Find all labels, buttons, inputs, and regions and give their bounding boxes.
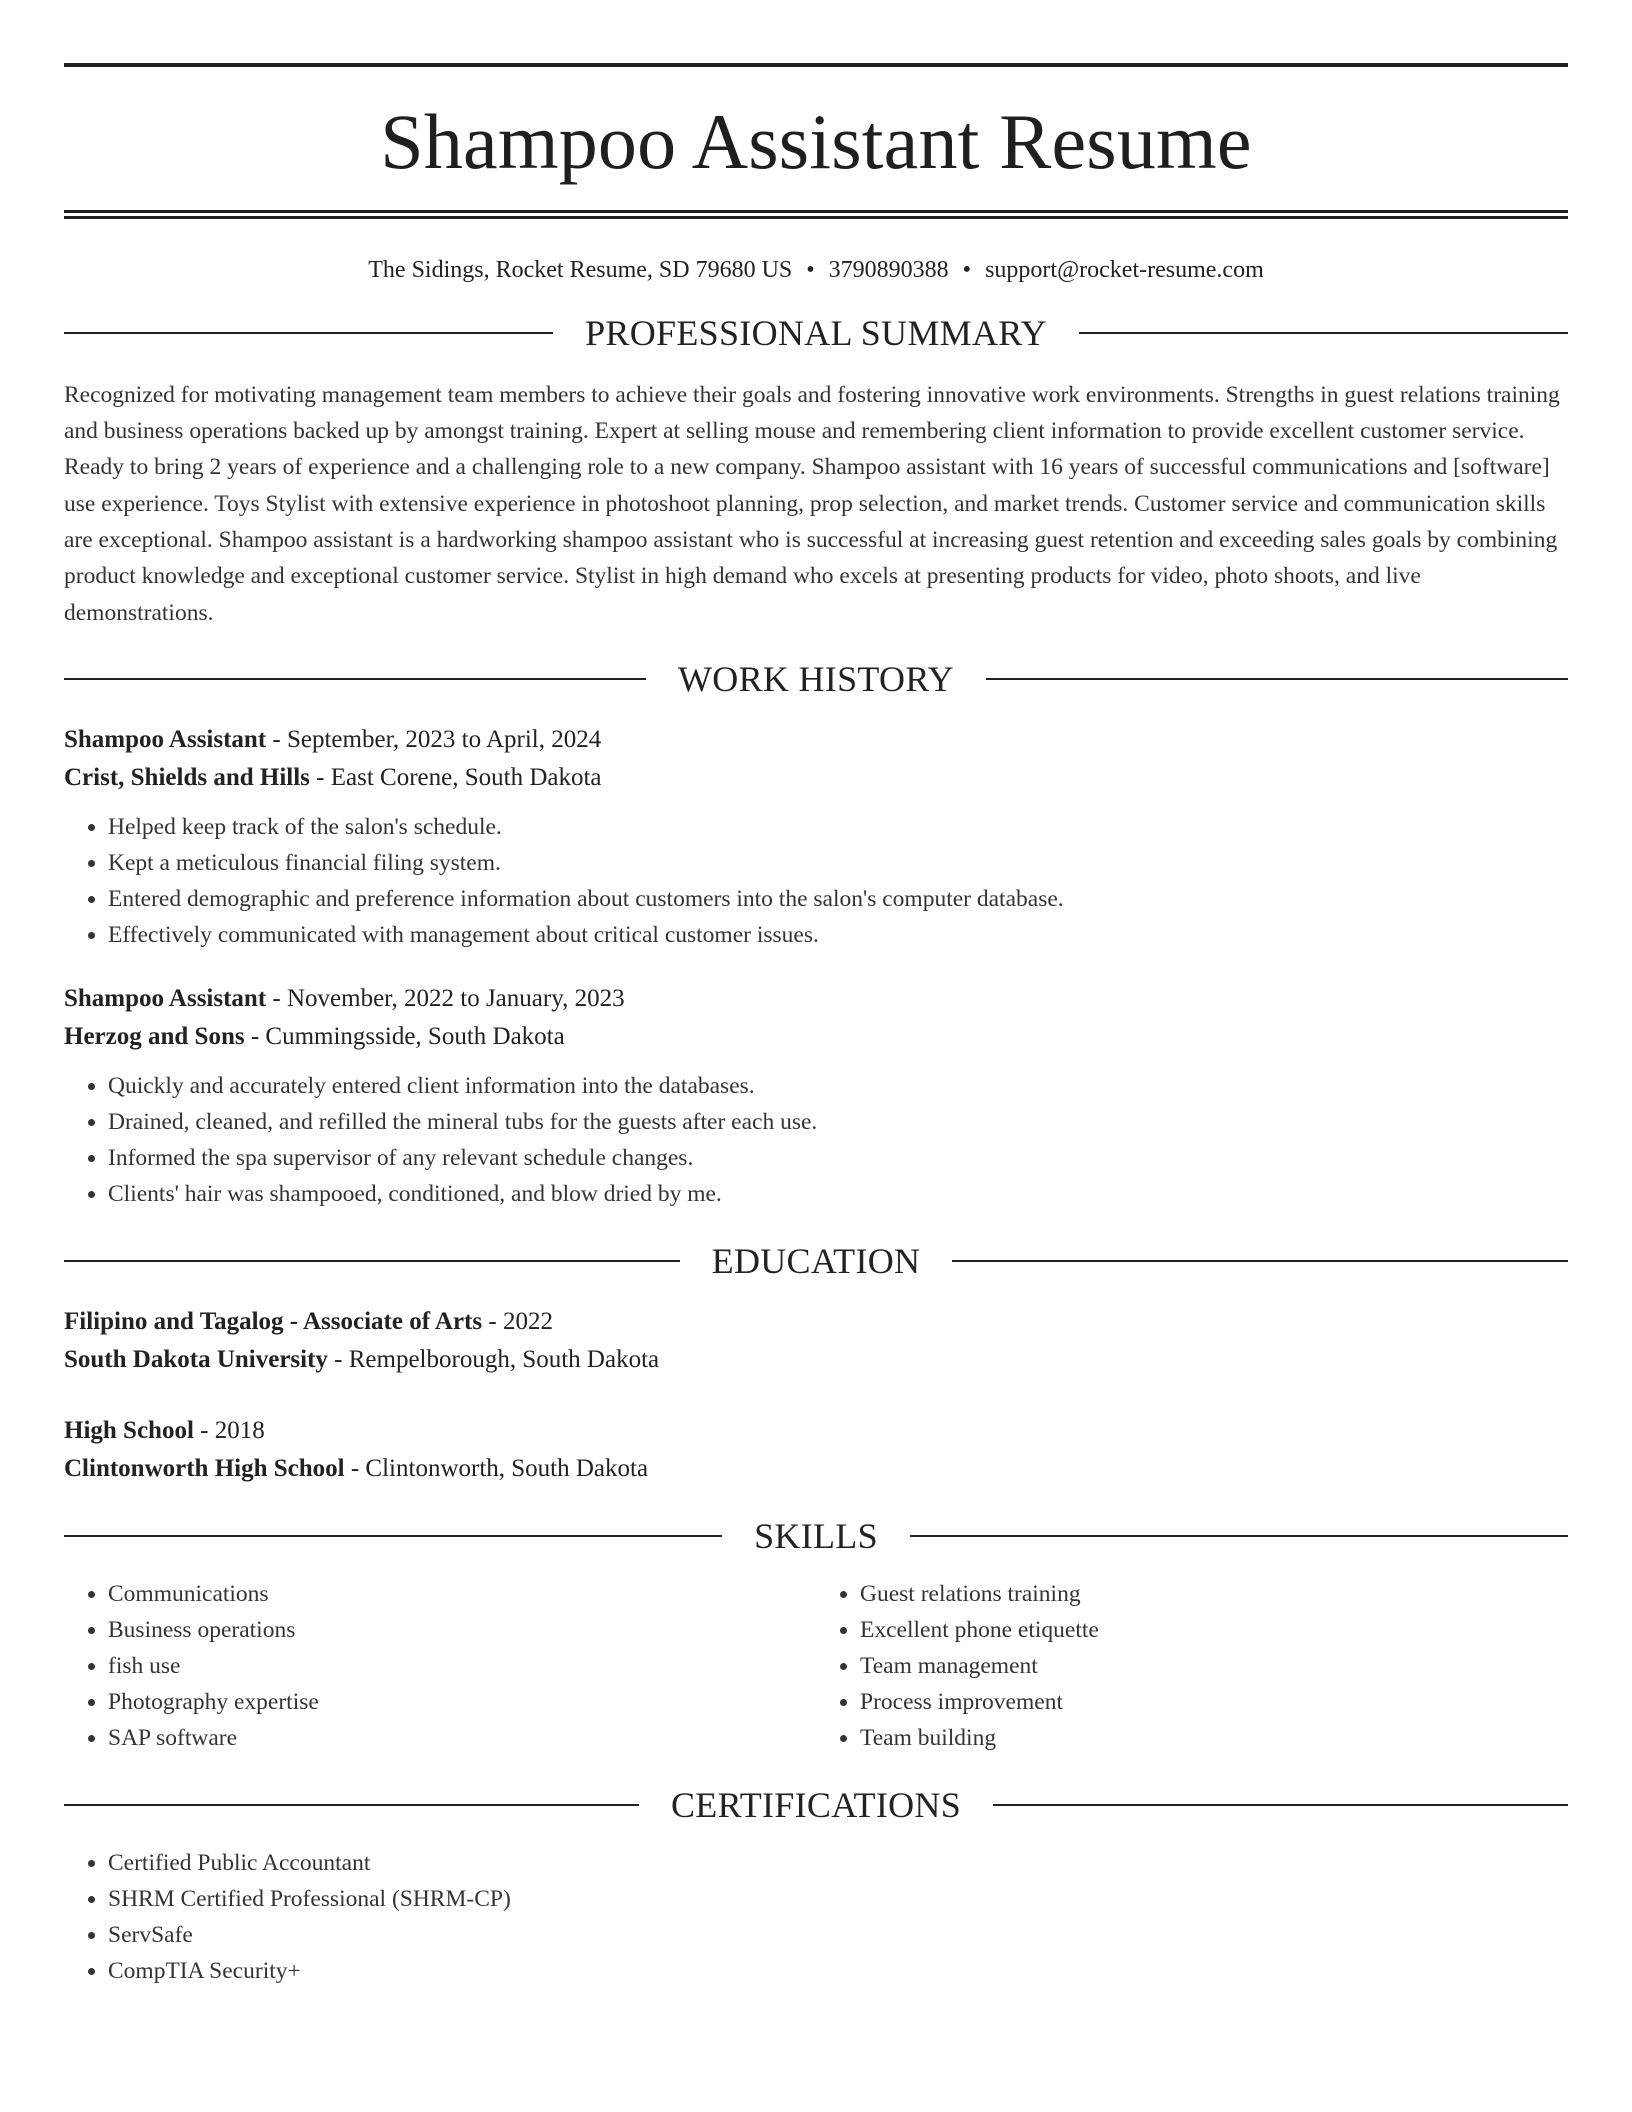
certifications-section-heading <box>64 1784 1568 1825</box>
job-location: - East Corene, South Dakota <box>309 763 602 791</box>
education-entry <box>64 1303 1568 1379</box>
summary-paragraph: Recognized for motivating management team members to achieve their goals and fostering innovative work environments. Strengths in guest relations training and business operations backed up by amongst training. Expert at selling mouse and remembering client information to provide excellent customer service. Ready to bring 2 years of experience and a challenging role to a new company. Shampoo assistant with 16 years of successful communications and [software] use experience. Toys Stylist with extensive experience in photoshoot planning, prop selection, and market trends. Customer service and communication skills are exceptional. Shampoo assistant is a hardworking shampoo assistant who is successful at increasing guest retention and exceeding sales goals by combining product knowledge and exceptional customer service. Stylist in high demand who excels at presenting products for video, photo shoots, and live demonstrations. <box>64 381 1560 626</box>
list-item: • Effectively communicated with management about critical customer issues. <box>108 917 1568 953</box>
contact-address: The Sidings, Rocket Resume, SD 79680 US <box>368 257 793 283</box>
education-year: - 2018 <box>193 1416 265 1444</box>
education-school-row <box>64 1450 1568 1488</box>
job-bullets <box>64 1068 1568 1213</box>
job-dates: - November, 2022 to January, 2023 <box>266 984 625 1012</box>
education-year: - 2022 <box>482 1307 553 1335</box>
heading-rule-right <box>1079 332 1568 334</box>
education-degree-row <box>64 1412 1568 1450</box>
section-title: WORK HISTORY <box>678 658 954 699</box>
heading-rule-right <box>910 1535 1568 1537</box>
skill-item: • fish use <box>108 1648 816 1684</box>
education-degree: Filipino and Tagalog - Associate of Arts <box>64 1307 483 1335</box>
certification-item: • ServSafe <box>108 1917 1568 1953</box>
job-role: Shampoo Assistant <box>64 984 267 1012</box>
heading-rule-left <box>64 1804 639 1806</box>
job-employer-row <box>64 1018 1568 1056</box>
job-employer: Herzog and Sons <box>64 1022 245 1050</box>
education-school-row <box>64 1341 1568 1379</box>
job-employer: Crist, Shields and Hills <box>64 763 310 791</box>
certification-item: • CompTIA Security+ <box>108 1953 1568 1989</box>
heading-rule-left <box>64 678 646 680</box>
skill-item: • SAP software <box>108 1720 816 1756</box>
certification-item: • Certified Public Accountant <box>108 1845 1568 1881</box>
list-item: • Clients' hair was shampooed, conditioned, and blow dried by me. <box>108 1176 1568 1212</box>
certifications-block <box>64 1845 1568 1990</box>
section-title: CERTIFICATIONS <box>670 1784 962 1825</box>
skill-item: • Communications <box>108 1576 816 1612</box>
heading-rule-left <box>64 1260 680 1262</box>
heading-rule-right <box>952 1260 1568 1262</box>
education-degree: High School <box>64 1416 194 1444</box>
skill-item: • Guest relations training <box>860 1576 1568 1612</box>
job-entry <box>64 721 1568 954</box>
list-item: • Entered demographic and preference information about customers into the salon's computer database. <box>108 881 1568 917</box>
education-section-heading <box>64 1240 1568 1281</box>
top-rule <box>64 63 1568 67</box>
section-title: SKILLS <box>754 1515 878 1556</box>
certification-item: • SHRM Certified Professional (SHRM-CP) <box>108 1881 1568 1917</box>
skill-item: • Business operations <box>108 1612 816 1648</box>
job-title-row <box>64 980 1568 1018</box>
skills-list-left <box>64 1576 816 1757</box>
certifications-list <box>64 1845 1568 1990</box>
education-degree-row <box>64 1303 1568 1341</box>
skill-item: • Excellent phone etiquette <box>860 1612 1568 1648</box>
list-item: • Informed the spa supervisor of any relevant schedule changes. <box>108 1140 1568 1176</box>
skill-item: • Team management <box>860 1648 1568 1684</box>
job-location: - Cummingsside, South Dakota <box>244 1022 565 1050</box>
heading-rule-left <box>64 332 553 334</box>
job-role: Shampoo Assistant <box>64 725 267 753</box>
job-bullets <box>64 809 1568 954</box>
education-school: South Dakota University <box>64 1345 328 1373</box>
summary-section-heading <box>64 312 1568 353</box>
section-title: EDUCATION <box>711 1240 921 1281</box>
skills-columns <box>64 1576 1568 1757</box>
education-location: - Clintonworth, South Dakota <box>344 1454 649 1482</box>
skill-item: • Process improvement <box>860 1684 1568 1720</box>
title-double-rule <box>64 210 1568 219</box>
contact-line <box>64 256 1568 285</box>
job-entry <box>64 980 1568 1213</box>
skill-item: • Photography expertise <box>108 1684 816 1720</box>
job-dates: - September, 2023 to April, 2024 <box>266 725 602 753</box>
heading-rule-right <box>986 678 1568 680</box>
work-section-heading <box>64 658 1568 699</box>
job-title-row <box>64 721 1568 759</box>
heading-rule-left <box>64 1535 722 1537</box>
contact-phone: 3790890388 <box>828 257 949 283</box>
education-entry <box>64 1412 1568 1488</box>
contact-separator: • <box>806 257 815 283</box>
list-item: • Quickly and accurately entered client information into the databases. <box>108 1068 1568 1104</box>
skills-list-right <box>816 1576 1568 1757</box>
list-item: • Helped keep track of the salon's schedule. <box>108 809 1568 845</box>
list-item: • Drained, cleaned, and refilled the mineral tubs for the guests after each use. <box>108 1104 1568 1140</box>
skills-section-heading <box>64 1515 1568 1556</box>
education-location: - Rempelborough, South Dakota <box>327 1345 660 1373</box>
skill-item: • Team building <box>860 1720 1568 1756</box>
job-employer-row <box>64 759 1568 797</box>
list-item: • Kept a meticulous financial filing system. <box>108 845 1568 881</box>
contact-email[interactable]: support@rocket-resume.com <box>985 257 1264 283</box>
contact-separator: • <box>962 257 972 283</box>
education-school: Clintonworth High School <box>64 1454 345 1482</box>
heading-rule-right <box>993 1804 1568 1806</box>
section-title: PROFESSIONAL SUMMARY <box>585 312 1047 353</box>
resume-title: Shampoo Assistant Resume <box>380 98 1252 185</box>
